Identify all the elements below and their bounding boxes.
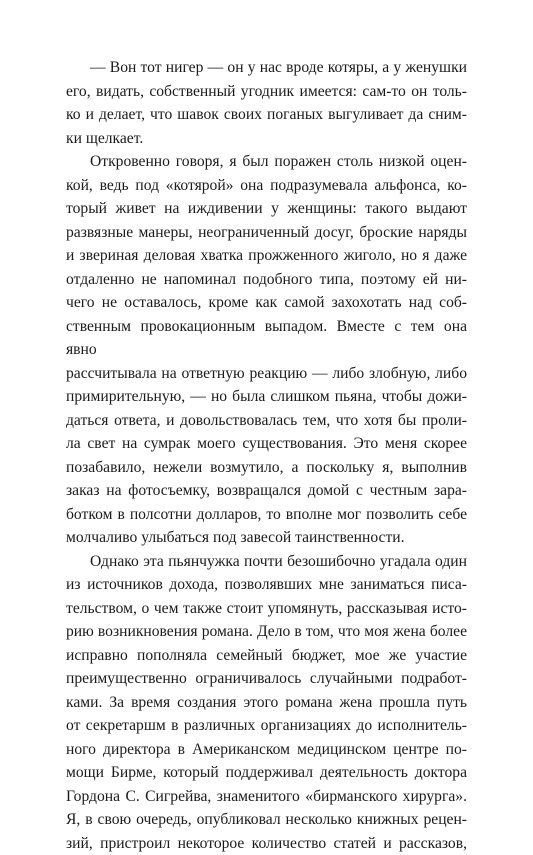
text-line: тельством, о чем также стоит упомянуть, рассказывая исто- [66, 597, 467, 621]
text-line: от секретаршм в различных организациях до исполнитель- [66, 714, 467, 738]
text-line: ла свет на сумрак моего существования. Это меня скорее [66, 432, 467, 456]
text-line: заказ на фотосъемку, возвращался домой с честным зара- [66, 479, 467, 503]
text-line: отдаленно не напоминал подобного типа, поэтому ей ни- [66, 268, 467, 292]
text-line: Я, в свою очередь, опубликовал несколько книжных рецен- [66, 808, 467, 832]
text-line: Откровенно говоря, я был поражен столь низкой оцен- [66, 150, 467, 174]
text-line: ко и делает, что шавок своих поганых выгуливает да сним- [66, 103, 467, 127]
text-line: исправно пополняла семейный бюджет, мое же участие [66, 644, 467, 668]
text-line: и звериная деловая хватка прожженного жиголо, но я даже [66, 244, 467, 268]
paragraph [66, 550, 467, 855]
text-line: его, видать, собственный угодник имеется: сам-то он толь- [66, 80, 467, 104]
text-line: мощи Бирме, который поддерживал деятельность доктора [66, 761, 467, 785]
text-line: позабавило, нежели возмутило, а поскольку я, выполнив [66, 456, 467, 480]
text-line: ками. За время создания этого романа жена прошла путь [66, 691, 467, 715]
text-line: примирительную, — но была слишком пьяна, чтобы дожи- [66, 385, 467, 409]
text-line: торый живет на иждивении у женщины: такого выдают [66, 197, 467, 221]
text-line: — Вон тот нигер — он у нас вроде котяры, а у женушки [66, 56, 467, 80]
text-line: ственным провокационным выпадом. Вместе с тем она явно [66, 315, 467, 362]
text-line: ного директора в Американском медицинском центре по- [66, 738, 467, 762]
text-line: Гордона С. Сигрейва, знаменитого «бирманского хирурга». [66, 785, 467, 809]
text-line: ботком в полсотни долларов, то вполне мог позволить себе [66, 503, 467, 527]
text-line: молчаливо улыбаться под завесой таинственности. [66, 526, 467, 550]
paragraph [66, 150, 467, 550]
text-line: зий, пристроил некоторое количество статей и рассказов, [66, 832, 467, 855]
text-line: преимущественно ограничивалось случайными подработ- [66, 667, 467, 691]
text-line: развязные манеры, неограниченный досуг, броские наряды [66, 221, 467, 245]
text-line: кой, ведь под «котярой» она подразумевала альфонса, ко- [66, 174, 467, 198]
text-line: рассчитывала на ответную реакцию — либо злобную, либо [66, 362, 467, 386]
text-line: чего не оставалось, кроме как самой захохотать над соб- [66, 291, 467, 315]
text-line: из источников дохода, позволявших мне заниматься писа- [66, 573, 467, 597]
text-line: даться ответа, и довольствовалась тем, что хотя бы проли- [66, 409, 467, 433]
page-text [66, 56, 467, 855]
paragraph [66, 56, 467, 150]
text-line: ки щелкает. [66, 127, 467, 151]
text-line: Однако эта пьянчужка почти безошибочно угадала один [66, 550, 467, 574]
text-line: рию возникновения романа. Дело в том, что моя жена более [66, 620, 467, 644]
